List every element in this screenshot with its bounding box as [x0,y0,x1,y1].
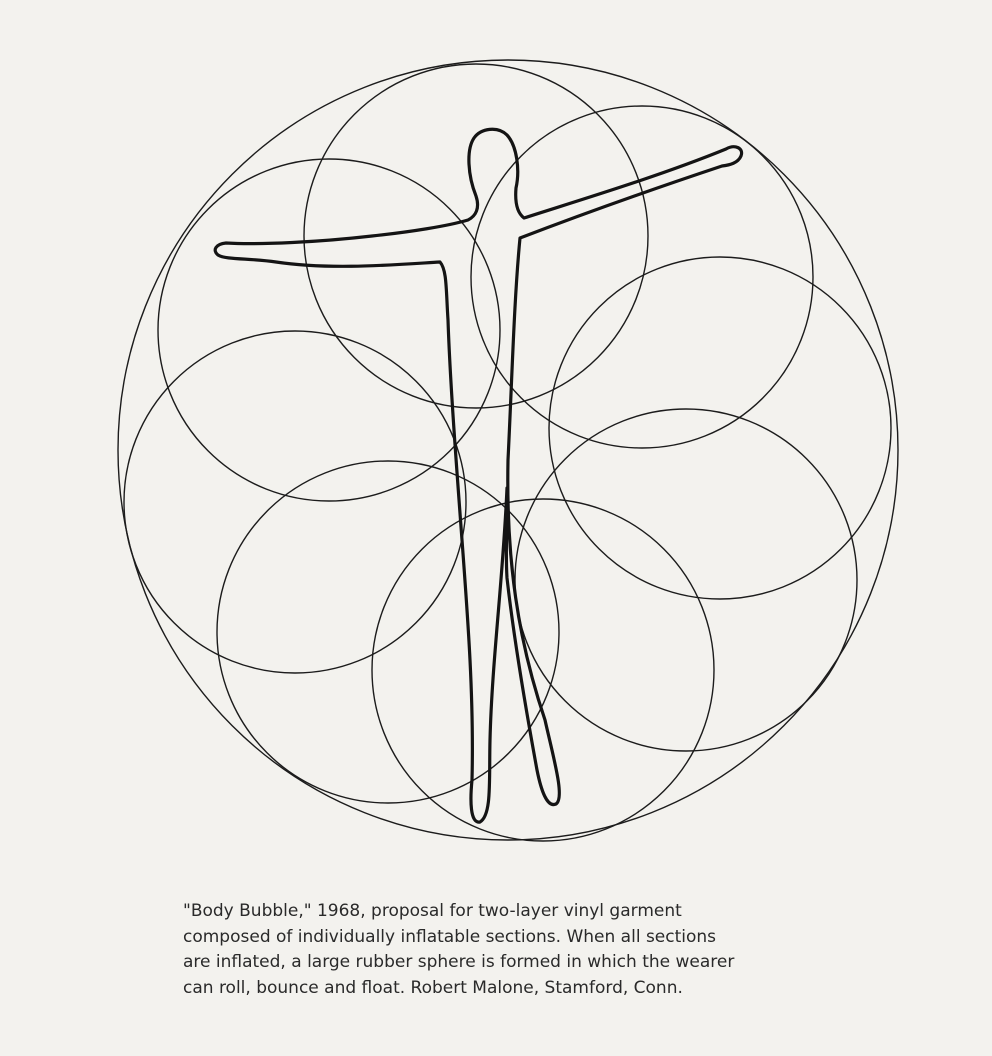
inflatable-section-circle [549,257,891,599]
caption-line: are inflated, a large rubber sphere is formed in which the wearer [183,952,735,972]
figure-caption [183,899,863,1001]
caption-line: "Body Bubble," 1968, proposal for two-layer vinyl garment [183,901,682,921]
human-figure-outline [215,129,741,822]
inflatable-section-circle [124,331,466,673]
inflatable-section-circle [515,409,857,751]
caption-line: can roll, bounce and float. Robert Malone, Stamford, Conn. [183,977,683,998]
caption-line: composed of individually inflatable sections. When all sections [183,926,717,947]
inflatable-section-circle [471,106,813,448]
